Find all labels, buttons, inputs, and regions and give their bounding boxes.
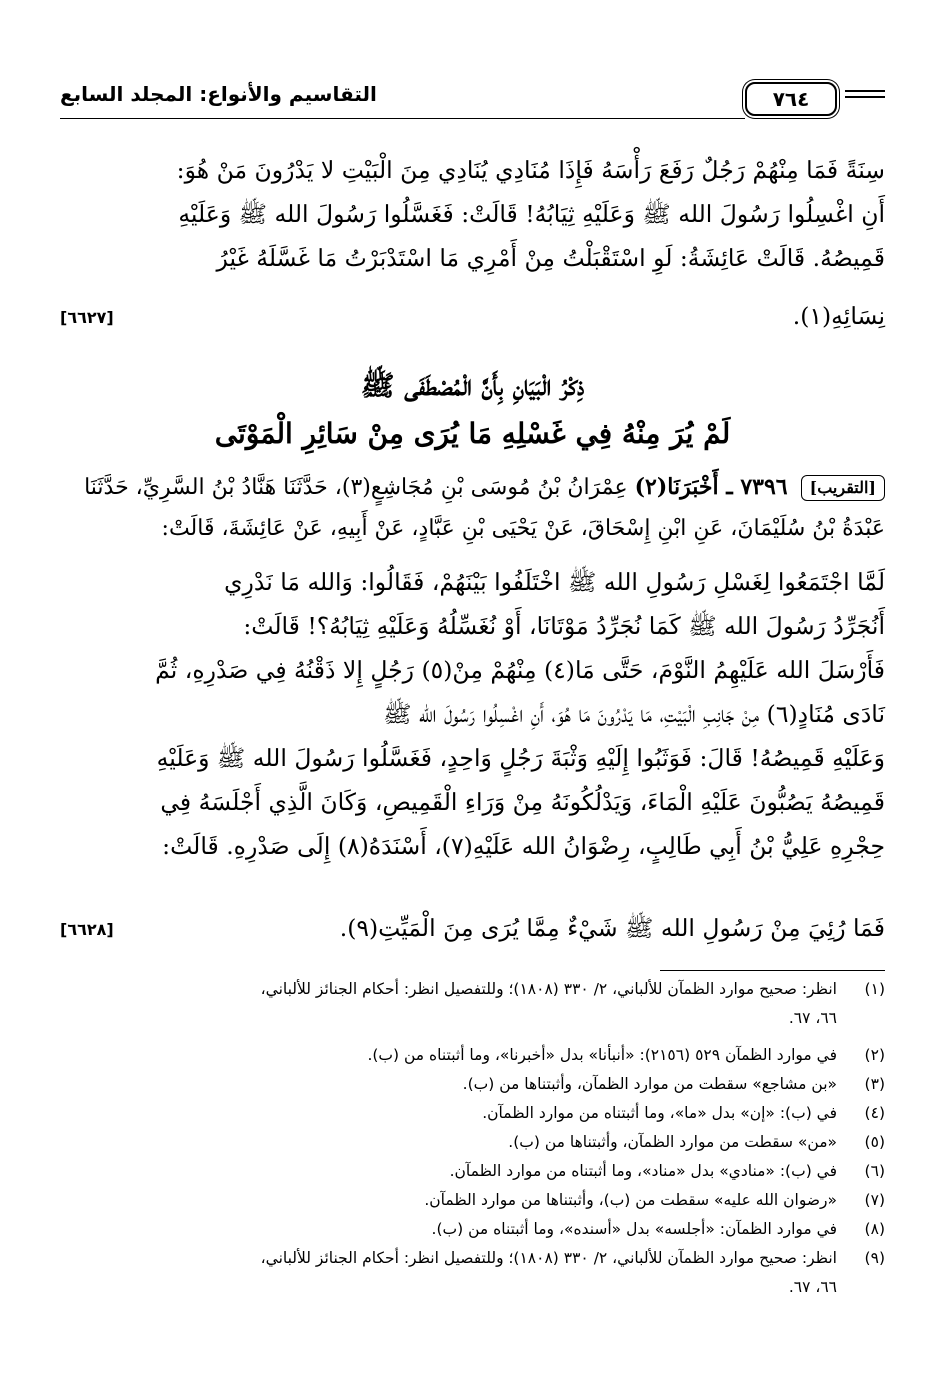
isnad-line-2: عَبْدَةُ بْنُ سُلَيْمَانَ، عَنِ ابْنِ إِسْحَاقَ، عَنْ يَحْيَى بْنِ عَبَّادٍ، عَنْ أَبِيهِ، عَنْ عَائِشَةَ، قَالَتْ:	[161, 516, 885, 541]
footnote	[60, 1157, 885, 1186]
text-line: وَعَلَيْهِ قَمِيصُهُ! قَالَ: فَوَثَبُوا إِلَيْهِ وَثْبَةَ رَجُلٍ وَاحِدٍ، فَغَسَّلُوا رَسُولَ الله ﷺ وَعَلَيْهِ	[156, 744, 885, 772]
text-line: قَمِيصُهُ يَصُبُّونَ عَلَيْهِ الْمَاءَ، وَيَدْلُكُونَهُ مِنْ وَرَاءِ الْقَمِيصِ، وَكَانَ الَّذِي أَجْلَسَهُ فِي	[160, 788, 885, 816]
text-line: أَنِ اغْسِلُوا رَسُولَ الله ﷺ وَعَلَيْهِ ثِيَابُهُ! قَالَتْ: فَغَسَّلُوا رَسُولَ الله ﷺ وَعَلَيْهِ	[178, 200, 885, 228]
footnote-text: «بن مشاجع» سقطت من موارد الظمآن، وأثبتناها من (ب).	[462, 1075, 837, 1093]
text-line: نَادَى مُنَادٍ(٦) مِنْ جَانِبِ الْبَيْتِ، مَا يَدْرُونَ مَا هُوَ، أَنِ اغْسِلُوا رَسُولَ الله ﷺ	[383, 700, 885, 728]
chapter-heading-line-2: لَمْ يُرَ مِنْهُ فِي غَسْلِهِ مَا يُرَى مِنْ سَائِرِ الْمَوْتَى	[214, 417, 731, 450]
footnote-text: «رضوان الله عليه» سقطت من (ب)، وأثبتناها من موارد الظمآن.	[424, 1191, 837, 1209]
text-line: نِسَائِهِ(١).	[792, 302, 885, 330]
footnote-number: (٤)	[864, 1104, 885, 1122]
header-rule	[60, 118, 745, 119]
chapter-heading-line-1: ذِكْرُ الْبَيَانِ بِأَنَّ الْمُصْطَفَى ﷺ	[360, 369, 585, 402]
footnote	[60, 1070, 885, 1099]
footnote	[60, 975, 885, 1033]
footnote-number: (٣)	[864, 1075, 885, 1093]
footnote-number: (٦)	[864, 1162, 885, 1180]
book-page	[60, 0, 885, 1377]
continued-text	[60, 148, 885, 280]
footnote-number: (٨)	[864, 1220, 885, 1238]
footnote-number: (٢)	[864, 1046, 885, 1064]
text-line: فَأَرْسَلَ الله عَلَيْهِمُ النَّوْمَ، حَتَّى مَا(٤) مِنْهُمْ مِنْ(٥) رَجُلٍ إِلا ذَقْنُهُ فِي صَدْرِهِ، ثُمَّ	[155, 656, 885, 684]
footnote-text: انظر: صحيح موارد الظمآن للألباني، ٢/ ٣٣٠ (١٨٠٨)؛ وللتفصيل انظر: أحكام الجنائز للألباني،	[260, 980, 837, 998]
running-title: التقاسيم والأنواع: المجلد السابع	[60, 82, 377, 106]
footnote-text: في موارد الظمآن ٥٢٩ (٢١٥٦): «أنبأنا» بدل «أخبرنا»، وما أثبتناه من (ب).	[367, 1046, 837, 1064]
footnote	[60, 1215, 885, 1244]
footnote-text: في (ب): «منادي» بدل «مناد»، وما أثبتناه من موارد الظمآن.	[449, 1162, 837, 1180]
text-line: حِجْرِهِ عَلِيُّ بْنُ أَبِي طَالِبٍ، رِضْوَانُ الله عَلَيْهِ(٧)، أَسْنَدَهُ(٨) إِلَى صَدْرِهِ. قَالَتْ:	[162, 832, 885, 860]
footnote	[60, 1041, 885, 1070]
footnote-text: ٦٦، ٦٧.	[788, 1009, 837, 1027]
hadith-ref: [٦٦٢٨]	[60, 920, 114, 939]
footnote	[60, 1244, 885, 1302]
footnote	[60, 1186, 885, 1215]
page-header	[60, 80, 885, 120]
footnotes	[60, 975, 885, 1302]
footnote	[60, 1128, 885, 1157]
text-line: قَمِيصُهُ. قَالَتْ عَائِشَةُ: لَوِ اسْتَقْبَلْتُ مِنْ أَمْرِي مَا اسْتَدْبَرْتُ مَا غَسَّلَهُ غَيْرُ	[216, 244, 885, 272]
hadith-number: ٧٣٩٦ ـ أَخْبَرَنَا(٢)	[634, 474, 788, 500]
text-line: فَمَا رُئِيَ مِنْ رَسُولِ الله ﷺ شَيْءٌ مِمَّا يُرَى مِنَ الْمَيِّتِ(٩).	[339, 914, 885, 942]
page-number: ٧٦٤	[745, 82, 837, 116]
footnote-text: في موارد الظمآن: «أجلسه» بدل «أسنده»، وما أثبتناه من (ب).	[431, 1220, 837, 1238]
isnad-line-1	[60, 468, 885, 507]
ref-line-1	[60, 300, 885, 336]
footnote-text: ٦٦، ٦٧.	[788, 1278, 837, 1296]
ref-line-2	[60, 912, 885, 948]
taqrib-badge: [التقريب]	[801, 475, 885, 501]
isnad-text: عِمْرَانُ بْنُ مُوسَى بْنِ مُجَاشِعٍ(٣)، حَدَّثَنَا هَنَّادُ بْنُ السَّرِيِّ، حَدَّثَنَا	[84, 475, 628, 500]
text-line: سِنَةً فَمَا مِنْهُمْ رَجُلٌ رَفَعَ رَأْسَهُ فَإِذَا مُنَادِي يُنَادِي مِنَ الْبَيْتِ لا يَدْرُونَ مَنْ هُوَ:	[176, 156, 885, 184]
hadith-ref: [٦٦٢٧]	[60, 308, 114, 327]
header-ornament	[845, 90, 885, 102]
footnote-number: (٧)	[864, 1191, 885, 1209]
text-line: أَنُجَرِّدُ رَسُولَ الله ﷺ كَمَا نُجَرِّدُ مَوْتَانَا، أَوْ نُغَسِّلُهُ وَعَلَيْهِ ثِيَابُهُ؟! قَالَتْ:	[243, 612, 885, 640]
footnote-number: (١)	[864, 980, 885, 998]
footnote-text: انظر: صحيح موارد الظمآن للألباني، ٢/ ٣٣٠ (١٨٠٨)؛ وللتفصيل انظر: أحكام الجنائز للألباني،	[260, 1249, 837, 1267]
footnote-separator	[660, 970, 885, 971]
matn-text	[60, 560, 885, 868]
footnote-text: في (ب): «إن» بدل «ما»، وما أثبتناه من موارد الظمآن.	[482, 1104, 837, 1122]
text-line: لَمَّا اجْتَمَعُوا لِغَسْلِ رَسُولِ الله ﷺ اخْتَلَفُوا بَيْنَهُمْ، فَقَالُوا: وَالله مَا نَدْرِي	[224, 568, 885, 596]
footnote-number: (٩)	[864, 1249, 885, 1267]
footnote-number: (٥)	[864, 1133, 885, 1151]
footnote-text: «من» سقطت من موارد الظمآن، وأثبتناها من (ب).	[508, 1133, 837, 1151]
footnote	[60, 1099, 885, 1128]
